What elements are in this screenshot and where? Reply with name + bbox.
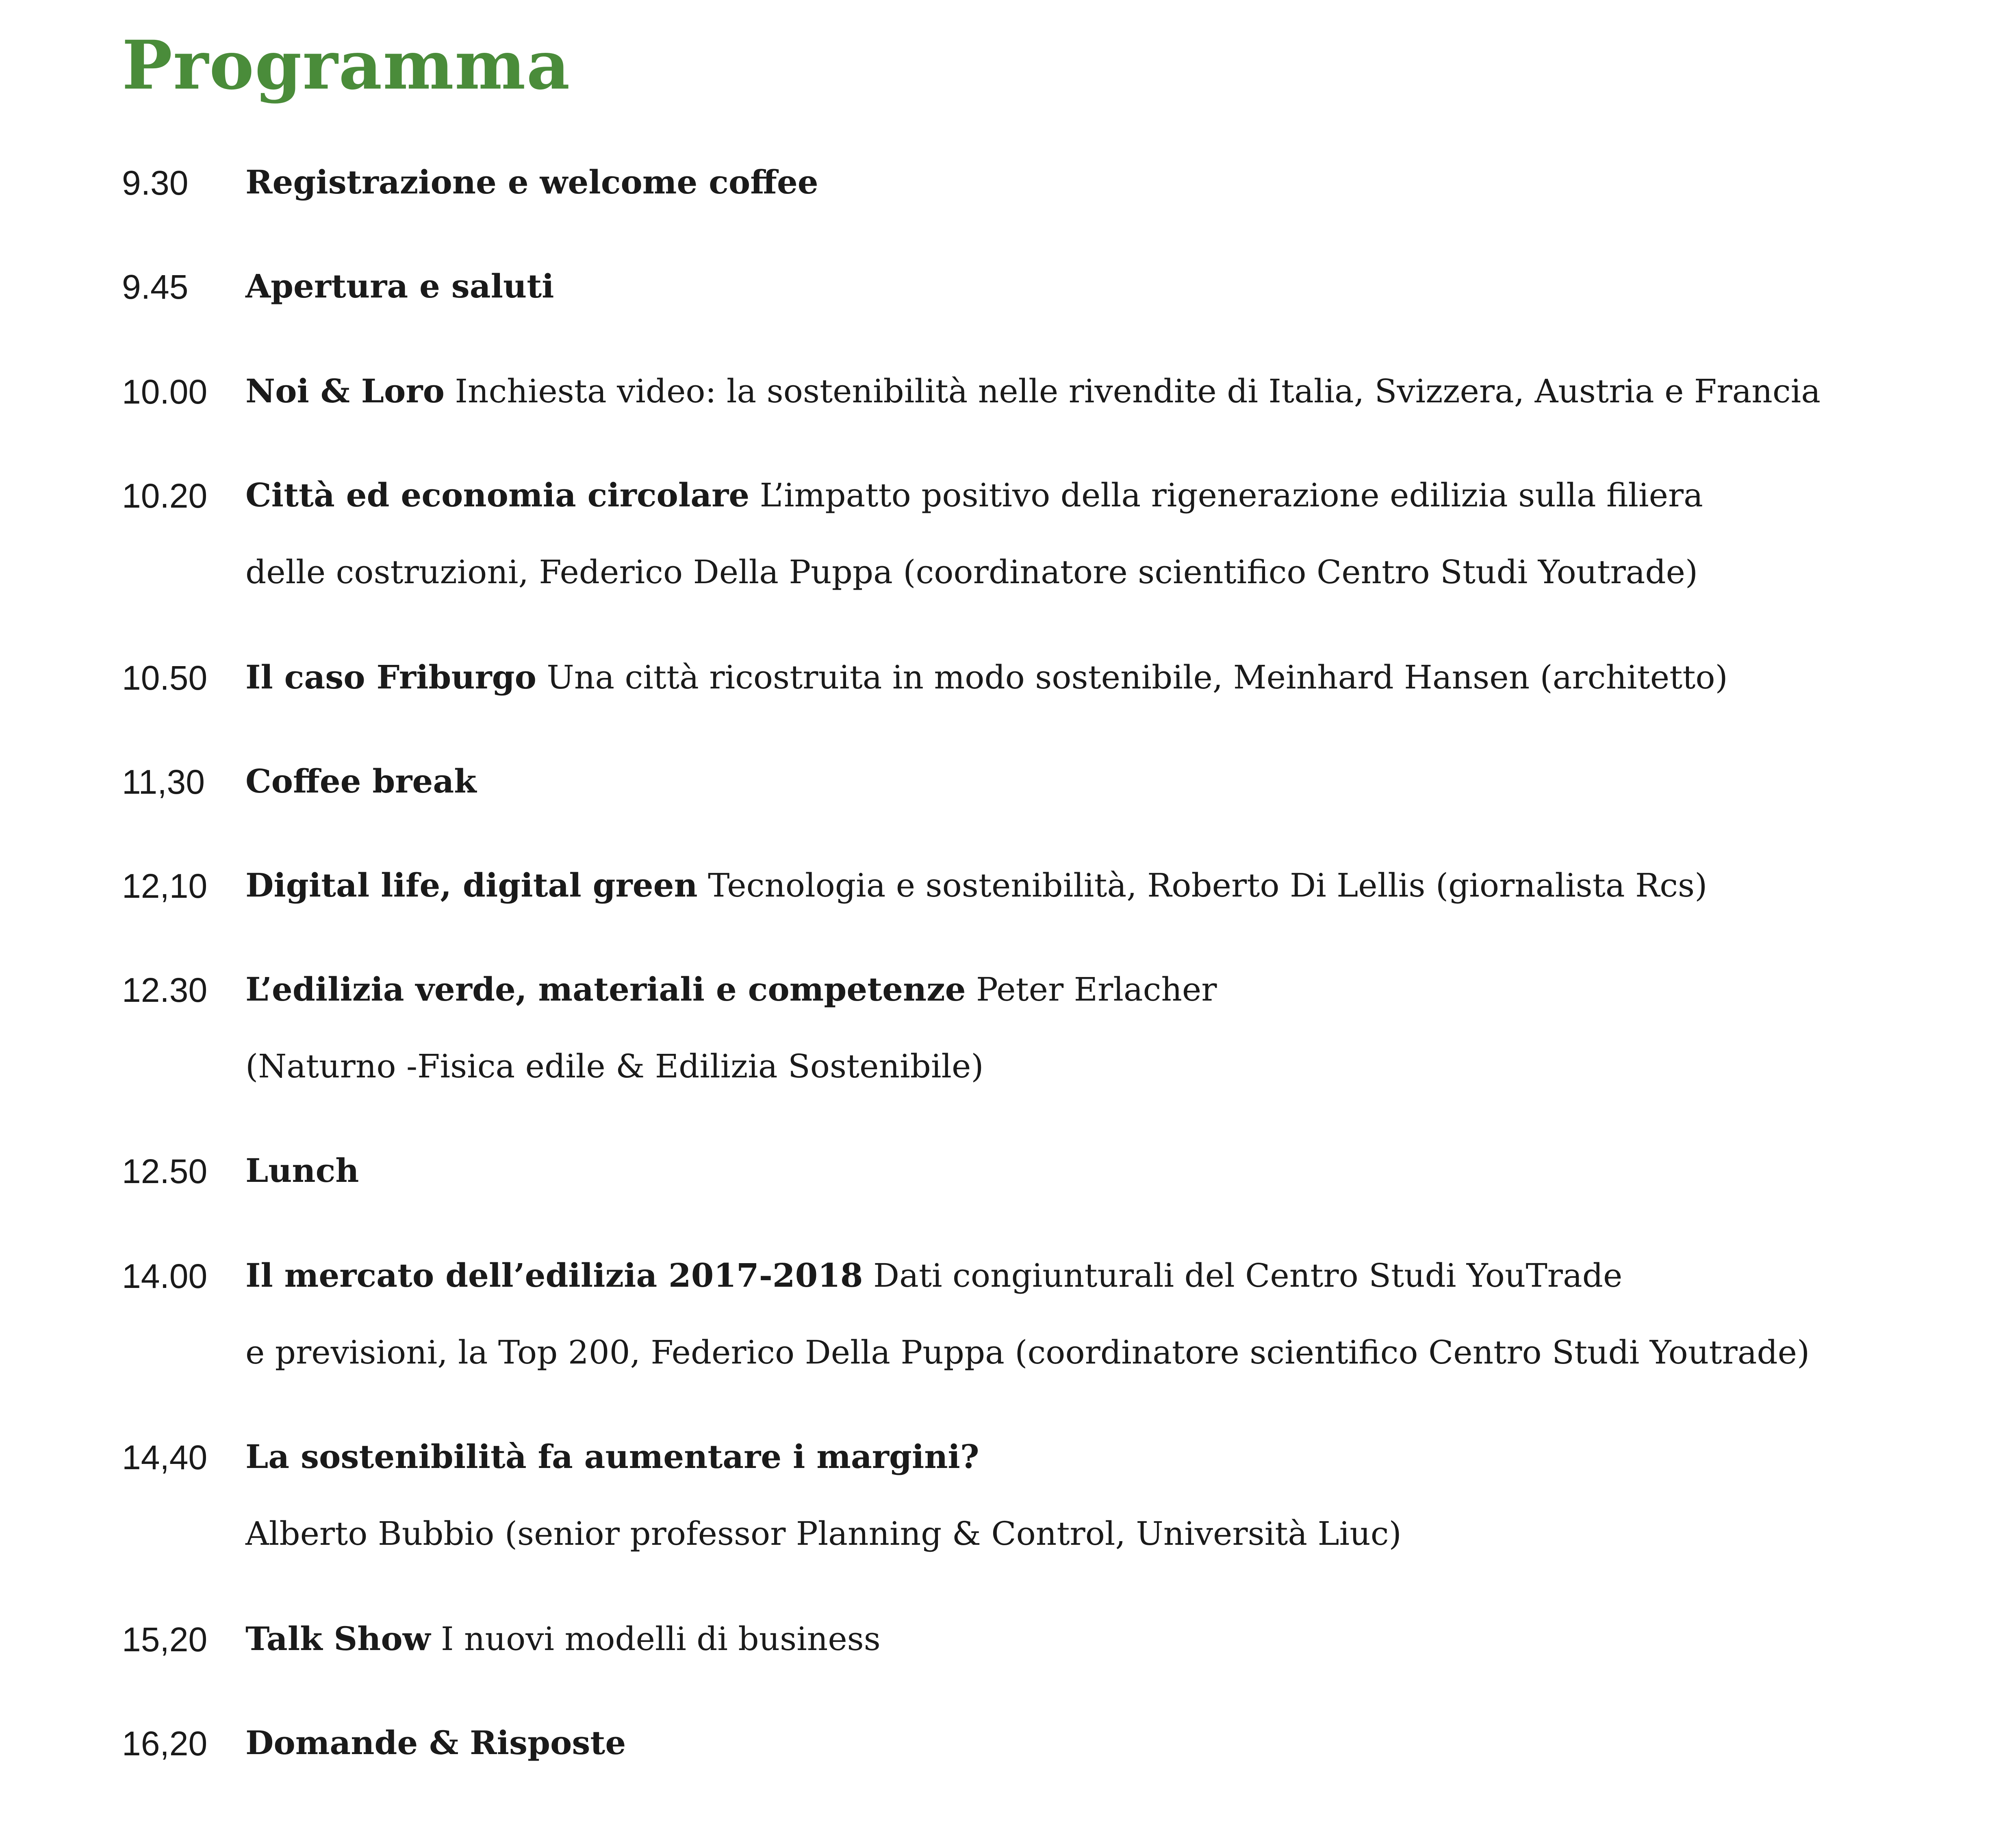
item-line (245, 1151, 359, 1190)
item-time: 12,10 (122, 867, 208, 905)
item-description: L’impatto positivo della rigenerazione edilizia sulla filiera (760, 476, 1703, 514)
item-line (245, 1256, 1623, 1294)
item-line (245, 476, 1703, 514)
page-title: Programma (122, 26, 571, 104)
item-time: 16,20 (122, 1724, 208, 1763)
item-line (245, 1620, 881, 1658)
item-title: Il caso Friburgo (245, 658, 536, 696)
item-time: 12.30 (122, 971, 208, 1009)
item-description: Una città ricostruita in modo sostenibile, Meinhard Hansen (architetto) (547, 658, 1728, 696)
item-line (245, 163, 818, 201)
item-time: 14,40 (122, 1438, 208, 1477)
item-description: Dati congiunturali del Centro Studi YouTrade (873, 1257, 1623, 1294)
item-title: Apertura e saluti (245, 267, 554, 305)
item-line (245, 658, 1728, 696)
item-time: 15,20 (122, 1620, 208, 1659)
item-time: 10.00 (122, 373, 208, 411)
item-title: Digital life, digital green (245, 866, 698, 904)
item-continuation: Alberto Bubbio (senior professor Planning & Control, Università Liuc) (245, 1515, 1402, 1553)
item-title: Talk Show (245, 1620, 431, 1658)
item-title: La sostenibilità fa aumentare i margini? (245, 1437, 979, 1476)
item-time: 14.00 (122, 1257, 208, 1295)
item-title: Noi & Loro (245, 372, 445, 410)
item-time: 9.45 (122, 268, 189, 306)
item-description: Tecnologia e sostenibilità, Roberto Di Lellis (giornalista Rcs) (708, 866, 1708, 904)
item-time: 9.30 (122, 164, 189, 202)
item-line (245, 970, 1217, 1008)
item-title: Città ed economia circolare (245, 476, 750, 514)
item-title: L’edilizia verde, materiali e competenze (245, 970, 966, 1008)
item-continuation: (Naturno -Fisica edile & Edilizia Sostenibile) (245, 1047, 984, 1085)
item-continuation: delle costruzioni, Federico Della Puppa (coordinatore scientifico Centro Studi Youtrade) (245, 553, 1698, 591)
item-title: Lunch (245, 1151, 359, 1190)
item-time: 10.50 (122, 659, 208, 697)
item-description: I nuovi modelli di business (441, 1620, 881, 1658)
item-title: Registrazione e welcome coffee (245, 163, 818, 201)
item-continuation: e previsioni, la Top 200, Federico Della Puppa (coordinatore scientifico Centro Studi Youtrade) (245, 1333, 1810, 1371)
item-title: Il mercato dell’edilizia 2017-2018 (245, 1256, 863, 1294)
item-time: 10.20 (122, 477, 208, 515)
item-line (245, 1437, 979, 1476)
item-line (245, 762, 477, 800)
item-line (245, 372, 1821, 410)
item-line (245, 1724, 626, 1762)
item-title: Domande & Risposte (245, 1724, 626, 1762)
item-description: Peter Erlacher (976, 971, 1217, 1008)
item-line (245, 267, 554, 305)
item-time: 12.50 (122, 1152, 208, 1190)
item-title: Coffee break (245, 762, 477, 800)
item-time: 11,30 (122, 763, 205, 801)
item-description: Inchiesta video: la sostenibilità nelle rivendite di Italia, Svizzera, Austria e Francia (455, 372, 1821, 410)
item-line (245, 866, 1708, 904)
